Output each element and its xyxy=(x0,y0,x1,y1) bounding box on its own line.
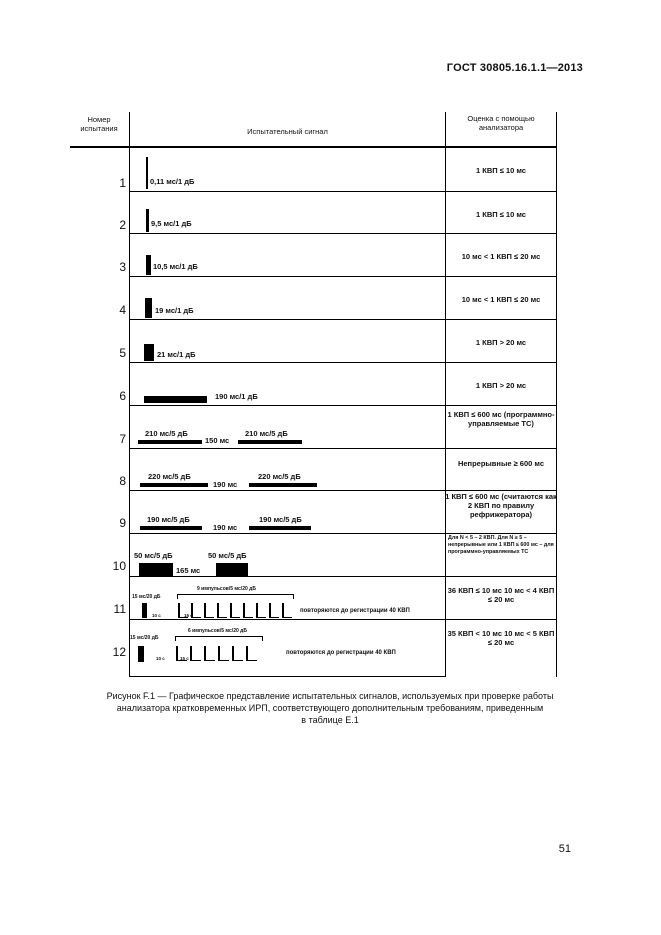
test-number: 1 xyxy=(119,176,126,190)
signal-label: 50 мс/5 дБ xyxy=(134,551,173,560)
result-cell: Для N < 5 – 2 КВП. Для N ≥ 5 – непрерывные или 1 КВП ≤ 600 мс – для программно-управляемых ТС xyxy=(448,535,554,555)
interval-label: 10 с xyxy=(152,613,161,618)
test-number: 4 xyxy=(119,303,126,317)
signal-pulse xyxy=(142,603,147,618)
baseline-segment xyxy=(230,617,240,618)
signal-label: 0,11 мс/1 дБ xyxy=(150,177,195,186)
burst-pulse xyxy=(282,603,284,618)
burst-pulse xyxy=(204,646,206,661)
page-number: 51 xyxy=(558,843,571,855)
signal-label: 15 мс/20 дБ xyxy=(132,594,161,600)
baseline-segment xyxy=(282,617,292,618)
signal-label: 220 мс/5 дБ xyxy=(258,472,301,481)
burst-label: 9 импульсов/5 мс/20 дБ xyxy=(197,586,256,592)
signal-pulse xyxy=(238,440,302,444)
signal-label: 15 мс/20 дБ xyxy=(130,635,159,641)
result-cell: 10 мс < 1 КВП ≤ 20 мс xyxy=(461,295,541,304)
result-cell: 1 КВП > 20 мс xyxy=(475,338,527,347)
baseline-segment xyxy=(232,660,243,661)
signal-pulse xyxy=(144,344,154,361)
signal-cell xyxy=(130,276,444,319)
signal-pulse xyxy=(249,526,311,530)
burst-pulse xyxy=(269,603,271,618)
burst-pulse xyxy=(204,603,206,618)
burst-pulse xyxy=(230,603,232,618)
signal-label: 210 мс/5 дБ xyxy=(145,429,188,438)
interval-label: 15 с xyxy=(184,613,193,618)
test-number: 7 xyxy=(119,432,126,446)
baseline-segment xyxy=(246,660,257,661)
signal-pulse xyxy=(146,255,151,275)
caption-line: анализатора кратковременных ИРП, соответствующего дополнительным требованиям, приведенным xyxy=(116,703,544,713)
signal-cell xyxy=(130,191,444,233)
burst-pulse xyxy=(217,603,219,618)
test-number: 6 xyxy=(119,389,126,403)
signal-label: 9,5 мс/1 дБ xyxy=(151,219,192,228)
burst-pulse xyxy=(256,603,258,618)
signal-cell xyxy=(130,576,444,619)
figure-caption xyxy=(60,690,600,726)
signal-cell xyxy=(130,533,444,576)
baseline-segment xyxy=(269,617,279,618)
gap-label: 190 мс xyxy=(213,480,238,489)
signal-pulse xyxy=(146,157,148,189)
interval-label: 10 с xyxy=(156,656,165,661)
caption-line: Рисунок F.1 — Графическое представление испытательных сигналов, используемых при проверке работы xyxy=(106,691,554,701)
burst-label: 6 импульсов/5 мс/20 дБ xyxy=(188,628,247,634)
signal-cell xyxy=(130,147,444,191)
baseline-segment xyxy=(217,617,227,618)
repeat-note: повторяются до регистрации 40 КВП xyxy=(286,650,396,656)
signal-label: 19 мс/1 дБ xyxy=(155,306,194,315)
baseline-segment xyxy=(218,660,229,661)
signal-pulse xyxy=(216,563,248,576)
col-header-signal: Испытательный сигнал xyxy=(247,127,328,136)
signal-pulse xyxy=(249,483,317,487)
result-cell: 1 КВП > 20 мс xyxy=(475,381,527,390)
result-cell: 10 мс < 1 КВП ≤ 20 мс xyxy=(461,252,541,261)
signal-label: 190 мс/5 дБ xyxy=(259,515,302,524)
baseline-segment xyxy=(256,617,266,618)
result-cell: Непрерывные ≥ 600 мс xyxy=(457,459,545,468)
caption-line: в таблице Е.1 xyxy=(301,715,359,725)
signal-pulse xyxy=(144,396,207,403)
signal-pulse xyxy=(140,526,202,530)
result-cell: 1 КВП ≤ 10 мс xyxy=(476,210,526,219)
burst-pulse xyxy=(176,646,178,661)
standard-header: ГОСТ 30805.16.1.1—2013 xyxy=(446,62,583,74)
signal-cell xyxy=(130,233,444,276)
signal-label: 220 мс/5 дБ xyxy=(148,472,191,481)
signal-cell xyxy=(130,405,444,448)
test-number: 8 xyxy=(119,474,126,488)
test-number: 9 xyxy=(119,516,126,530)
gap-label: 165 мс xyxy=(176,566,201,575)
col-header-num: Номер испытания xyxy=(80,115,118,133)
burst-pulse xyxy=(178,603,180,618)
signal-pulse xyxy=(138,440,202,444)
test-number: 12 xyxy=(112,645,126,659)
test-number: 5 xyxy=(119,346,126,360)
burst-pulse xyxy=(190,646,192,661)
burst-pulse xyxy=(232,646,234,661)
signal-label: 10,5 мс/1 дБ xyxy=(153,262,198,271)
signal-pulse xyxy=(139,563,173,576)
result-cell: 1 КВП ≤ 10 мс xyxy=(476,166,526,175)
repeat-note: повторяются до регистрации 40 КВП xyxy=(300,608,410,614)
burst-pulse xyxy=(246,646,248,661)
interval-label: 15 с xyxy=(180,656,189,661)
baseline-segment xyxy=(204,617,214,618)
signal-cell xyxy=(130,448,444,490)
result-cell: 1 КВП ≤ 600 мс (программно-управляемые ТС) xyxy=(447,410,555,428)
signal-label: 190 мс/1 дБ xyxy=(215,392,258,401)
signal-pulse xyxy=(140,483,208,487)
signal-pulse xyxy=(146,209,149,232)
signal-cell xyxy=(130,619,444,662)
baseline-segment xyxy=(190,660,201,661)
result-cell: 35 КВП < 10 мс 10 мс < 5 КВП ≤ 20 мс xyxy=(447,629,555,647)
col-header-result: Оценка с помощью анализатора xyxy=(467,114,535,132)
signal-label: 50 мс/5 дБ xyxy=(208,551,247,560)
test-number: 11 xyxy=(113,602,126,616)
bottom-rule xyxy=(129,676,446,677)
burst-pulse xyxy=(243,603,245,618)
signal-label: 210 мс/5 дБ xyxy=(245,429,288,438)
signal-cell xyxy=(130,362,444,405)
baseline-segment xyxy=(243,617,253,618)
burst-pulse xyxy=(218,646,220,661)
signal-label: 190 мс/5 дБ xyxy=(147,515,190,524)
burst-brace xyxy=(175,636,263,641)
signal-cell xyxy=(130,319,444,362)
test-signal-table xyxy=(70,112,557,677)
result-cell: 36 КВП ≤ 10 мс 10 мс < 4 КВП ≤ 20 мс xyxy=(447,586,555,604)
signal-pulse xyxy=(138,646,144,662)
gap-label: 190 мс xyxy=(213,523,238,532)
signal-label: 21 мс/1 дБ xyxy=(157,350,196,359)
test-number: 10 xyxy=(112,559,126,573)
test-number: 2 xyxy=(119,218,126,232)
gap-label: 150 мс xyxy=(205,436,230,445)
test-number: 3 xyxy=(119,260,126,274)
signal-pulse xyxy=(145,298,152,318)
baseline-segment xyxy=(204,660,215,661)
signal-cell xyxy=(130,490,444,533)
result-cell: 1 КВП ≤ 600 мс (считаются как 2 КВП по правилу рефрижератора) xyxy=(445,492,557,519)
burst-brace xyxy=(177,594,294,599)
